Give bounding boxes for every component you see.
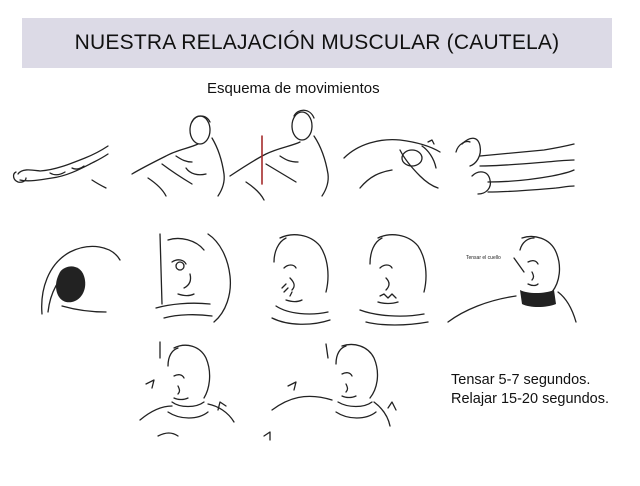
illustration-torso-reclining [126, 108, 232, 200]
illustration-face-tensed-jaw [356, 232, 440, 326]
illustration-shoulders-up [138, 340, 246, 448]
illustration-arm-extended [10, 140, 110, 190]
illustration-face-wrinkled-nose [266, 232, 340, 326]
instructions [451, 371, 609, 409]
subtitle: Esquema de movimientos [207, 80, 380, 97]
illustration-neck-tensed [444, 232, 580, 330]
page-title: NUESTRA RELAJACIÓN MUSCULAR (CAUTELA) [74, 31, 560, 54]
illustration-shoulders-back [262, 340, 408, 448]
illustration-back-lying [340, 128, 444, 192]
illustration-torso-with-arrow [226, 104, 336, 202]
illustration-legs-feet [452, 126, 576, 198]
illustration-face-eyes-closed [150, 232, 242, 324]
instruction-relax: Relajar 15-20 segundos. [451, 391, 609, 407]
instruction-tense: Tensar 5-7 segundos. [451, 372, 591, 388]
neck-label: Tensar el cuello [466, 255, 501, 261]
title-banner [22, 18, 612, 68]
illustration-head-top-hair [36, 234, 122, 322]
